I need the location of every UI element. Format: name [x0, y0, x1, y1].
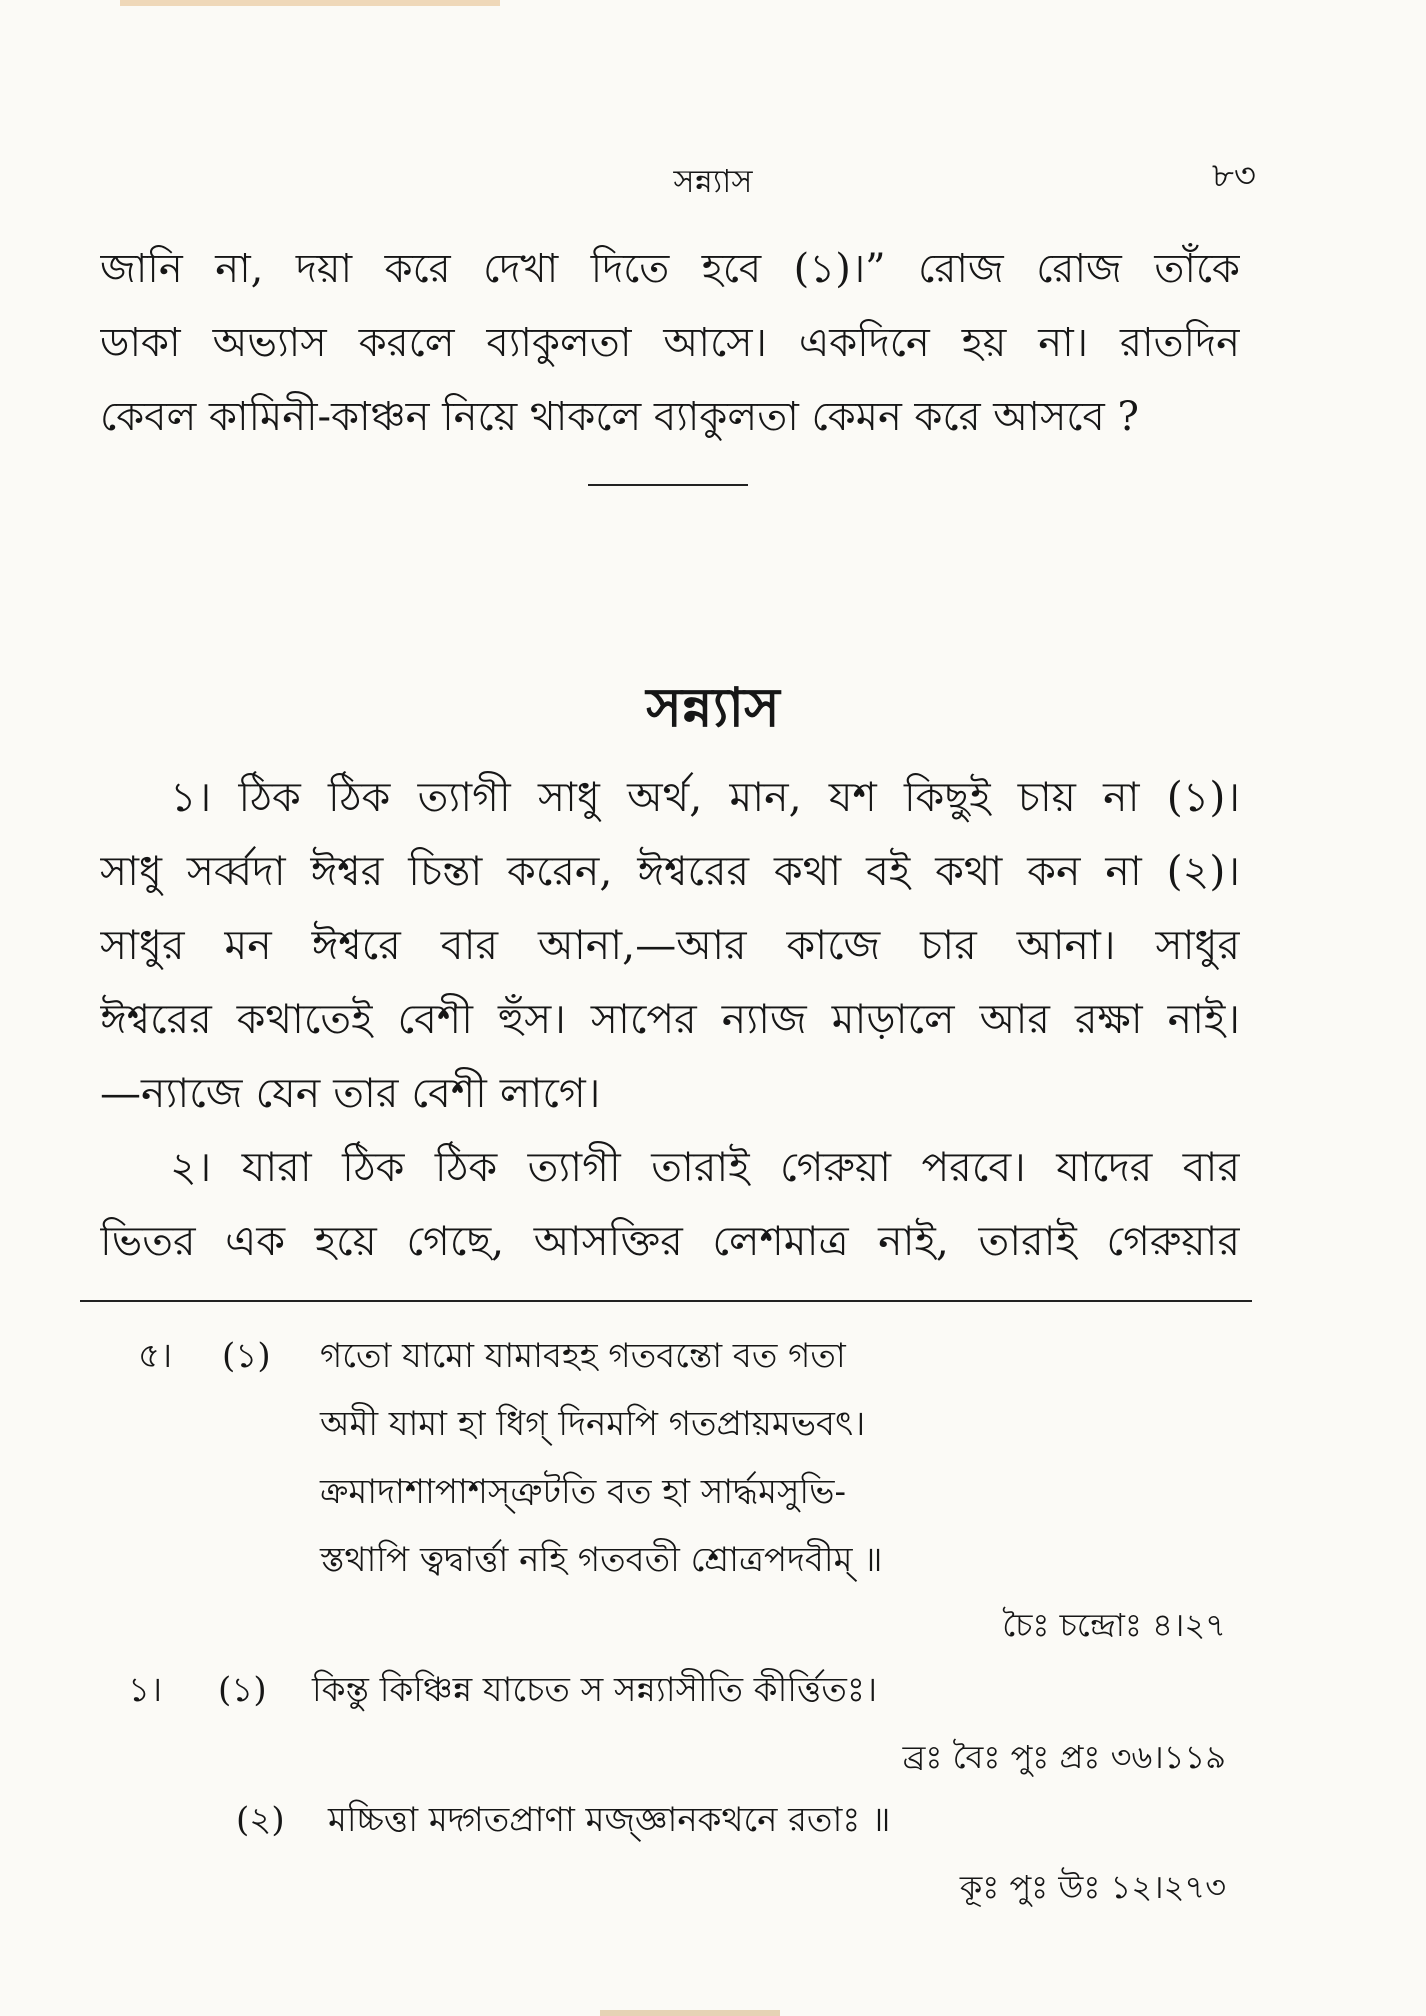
- footnote-marker: (১): [218, 1670, 267, 1710]
- verse-line: অমী যামা হা ধিগ্ দিনমপি গতপ্রায়মভবৎ।: [320, 1404, 866, 1444]
- section-divider: [588, 484, 748, 486]
- page-edge-stain-bottom: [600, 2010, 780, 2016]
- continuation-paragraph: [100, 232, 1240, 454]
- footnote-marker: (১): [222, 1336, 271, 1376]
- text-line: কেবল কামিনী-কাঞ্চন নিয়ে থাকলে ব্যাকুলতা কেমন করে আসবে ?: [100, 394, 1139, 440]
- running-head: সন্ন্যাস: [673, 162, 753, 200]
- verse-line: গতো যামো যামাবহহ গতবন্তো বত গতা: [320, 1336, 846, 1376]
- text-line: সাধুর মন ঈশ্বরে বার আনা,—আর কাজে চার আনা। সাধুর: [100, 921, 1240, 969]
- page-number: ৮৩: [1211, 156, 1256, 196]
- text-line: ঈশ্বরের কথাতেই বেশী হুঁস। সাপের ন্যাজ মাড়ালে আর রক্ষা নাই।: [100, 995, 1240, 1043]
- page-edge-stain-top: [120, 0, 500, 6]
- footnote-citation: ব্রঃ বৈঃ পুঃ প্রঃ ৩৬।১১৯: [902, 1738, 1226, 1776]
- verse-line: কিন্তু কিঞ্চিন্ন যাচেত স সন্ন্যাসীতি কীর্ত্তিতঃ।: [312, 1670, 878, 1710]
- text-line: ১। ঠিক ঠিক ত্যাগী সাধু অর্থ, মান, যশ কিছুই চায় না (১)।: [170, 773, 1240, 821]
- text-line: ২। যারা ঠিক ঠিক ত্যাগী তারাই গেরুয়া পরবে। যাদের বার: [170, 1143, 1240, 1191]
- verse-line: স্তথাপি ত্বদ্বার্ত্তা নহি গতবতী শ্রোত্রপদবীম্ ॥: [320, 1540, 883, 1580]
- verse-line: ক্রমাদাশাপাশস্ত্রুটতি বত হা সার্দ্ধমসুভি-: [320, 1472, 846, 1512]
- text-line: ডাকা অভ্যাস করলে ব্যাকুলতা আসে। একদিনে হয় না। রাতদিন: [100, 320, 1240, 366]
- footnote-marker: (২): [236, 1800, 285, 1840]
- footnote-citation: কূঃ পুঃ উঃ ১২।২৭৩: [959, 1868, 1226, 1906]
- section-body: [100, 760, 1240, 1278]
- text-line: —ন্যাজে যেন তার বেশী লাগে।: [100, 1069, 601, 1117]
- verse-line: মচ্চিত্তা মদ্গতপ্রাণা মজ্জ্ঞানকথনে রতাঃ ॥: [328, 1800, 891, 1840]
- page-header: [0, 156, 1426, 206]
- text-line: জানি না, দয়া করে দেখা দিতে হবে (১)।” রোজ রোজ তাঁকে: [100, 246, 1240, 292]
- section-heading: সন্ন্যাস: [646, 675, 780, 739]
- footnote-number: ১।: [128, 1670, 163, 1710]
- text-line: সাধু সর্ব্বদা ঈশ্বর চিন্তা করেন, ঈশ্বরের কথা বই কথা কন না (২)।: [100, 847, 1240, 895]
- footnote-number: ৫।: [138, 1336, 173, 1376]
- footnote-separator: [80, 1300, 1252, 1302]
- text-line: ভিতর এক হয়ে গেছে, আসক্তির লেশমাত্র নাই, তারাই গেরুয়ার: [100, 1217, 1240, 1265]
- footnote-citation: চৈঃ চন্দ্রোঃ ৪।২৭: [1002, 1606, 1226, 1644]
